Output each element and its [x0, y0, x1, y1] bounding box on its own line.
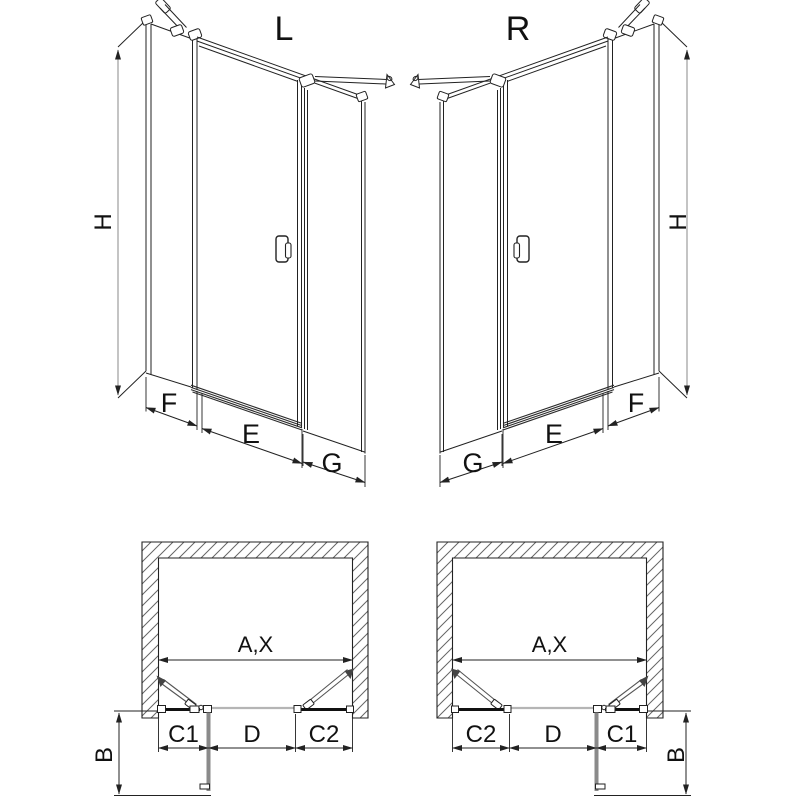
dim-label-c1-right-plan: C1 — [606, 721, 638, 748]
dim-label-width-right-plan: A,X — [531, 632, 568, 657]
dim-label-d-right-plan: D — [544, 721, 562, 748]
dim-label-f-right: F — [627, 388, 645, 418]
dim-label-height-left: H — [90, 213, 117, 231]
dim-label-depth-left-plan: B — [91, 746, 118, 764]
niche-walls — [437, 542, 663, 718]
dim-label-g-right: G — [462, 448, 484, 478]
plan-right-view — [437, 542, 691, 796]
dim-label-e-left: E — [241, 419, 261, 449]
dim-label-depth-right-plan: B — [663, 746, 690, 764]
elevation-right-view — [411, 0, 693, 487]
dim-label-c2-right-plan: C2 — [465, 721, 497, 748]
elevation-left-view — [90, 0, 395, 487]
dim-label-height-right: H — [665, 213, 692, 231]
dim-label-g-left: G — [321, 448, 343, 478]
dim-label-c1-left-plan: C1 — [168, 721, 199, 748]
dim-label-e-right: E — [544, 419, 564, 449]
plan-left-view — [91, 542, 368, 796]
dim-label-c2-left-plan: C2 — [308, 721, 340, 748]
dim-label-width-left-plan: A,X — [237, 632, 274, 657]
view-title-left: L — [274, 10, 294, 48]
view-title-right: R — [505, 10, 531, 48]
dim-label-f-left: F — [160, 388, 178, 418]
niche-walls — [142, 542, 368, 718]
dim-label-d-left-plan: D — [243, 721, 261, 748]
